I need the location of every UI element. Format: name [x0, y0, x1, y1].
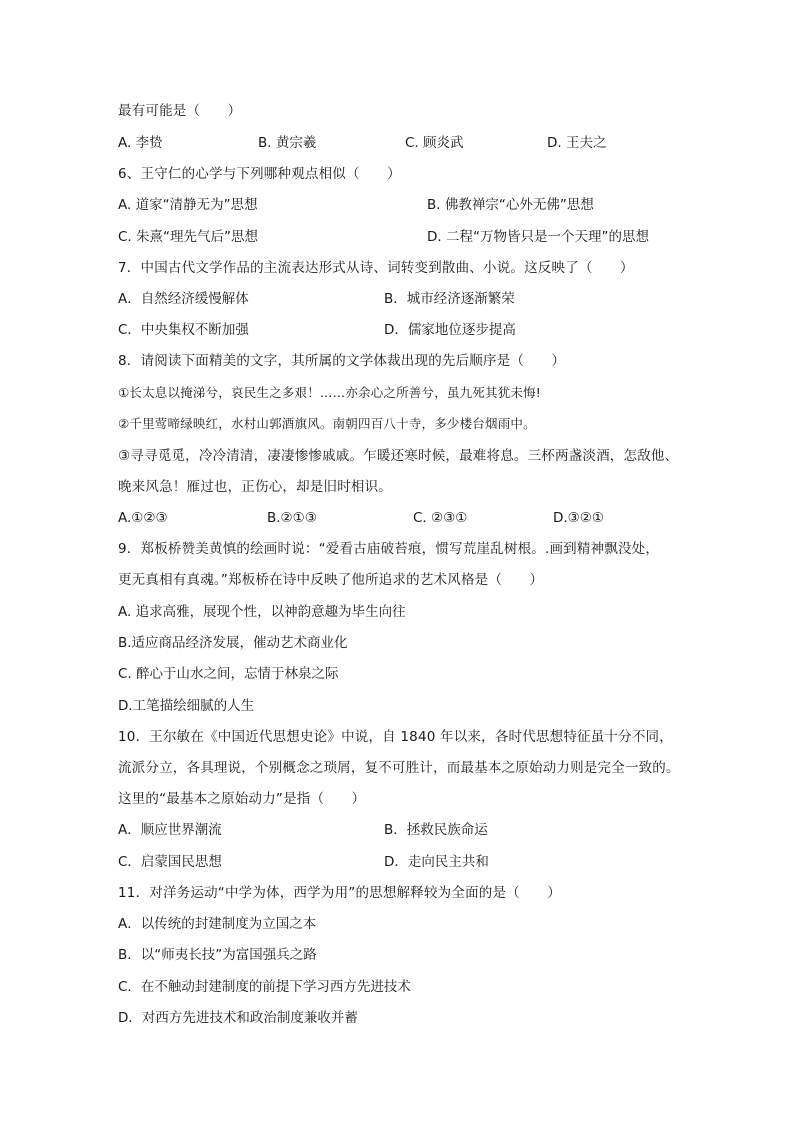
q6-option-c: C. 朱熹“理先气后”思想: [118, 229, 258, 245]
q8-option-c: C. ②③①: [413, 510, 468, 526]
q9-option-a: A. 追求高雅，展现个性，以神韵意趣为毕生向往: [118, 604, 406, 620]
q11-stem: 11．对洋务运动“中学为体，西学为用”的思想解释较为全面的是（ ）: [118, 885, 561, 901]
q11-option-b: B．以“师夷长技”为富国强兵之路: [118, 947, 317, 963]
q7-stem: 7．中国古代文学作品的主流表达形式从诗、词转变到散曲、小说。这反映了（ ）: [118, 260, 634, 276]
q7-option-a: A．自然经济缓慢解体: [118, 291, 249, 307]
q10-option-c: C．启蒙国民思想: [118, 854, 222, 870]
q7-option-c: C．中央集权不断加强: [118, 322, 249, 338]
q5-stem-tail: 最有可能是（ ）: [118, 103, 242, 119]
q8-stem: 8．请阅读下面精美的文字，其所属的文学体裁出现的先后顺序是（ ）: [118, 353, 566, 369]
q10-stem-line-1: 10．王尔敏在《中国近代思想史论》中说，自 1840 年以来，各时代思想特征虽十分不同，: [118, 729, 673, 745]
q8-option-a: A.①②③: [118, 510, 168, 526]
q7-option-b: B．城市经济逐渐繁荣: [384, 291, 515, 307]
q10-option-a: A．顺应世界潮流: [118, 822, 222, 838]
q8-passage-3: ③寻寻觅觅，冷冷清清，凄凄惨惨戚戚。乍暖还寒时候，最难将息。三杯两盏淡酒，怎敌他、: [118, 448, 679, 464]
q5-option-b: B. 黄宗羲: [258, 135, 317, 151]
q10-option-b: B．拯救民族命运: [384, 822, 488, 838]
q8-option-b: B.②①③: [267, 510, 317, 526]
q6-option-b: B. 佛教禅宗“心外无佛”思想: [427, 197, 594, 213]
q10-stem-line-3: 这里的“最基本之原始动力”是指（ ）: [118, 791, 366, 807]
q8-passage-3-cont: 晚来风急！雁过也，正伤心，却是旧时相识。: [118, 479, 392, 495]
q8-passage-2: ②千里莺啼绿映红，水村山郭酒旗风。南朝四百八十寺，多少楼台烟雨中。: [118, 416, 536, 431]
q8-option-d: D.③②①: [553, 510, 604, 526]
q9-option-b: B.适应商品经济发展，催动艺术商业化: [118, 635, 348, 651]
q9-stem-line-2: 更无真相有真魂。”郑板桥在诗中反映了他所追求的艺术风格是（ ）: [118, 572, 544, 588]
q5-option-c: C. 顾炎武: [405, 135, 464, 151]
q5-option-d: D. 王夫之: [547, 135, 607, 151]
q10-stem-line-2: 流派分立，各具理说，个别概念之琐屑，复不可胜计，而最基本之原始动力则是完全一致的。: [118, 760, 680, 776]
q6-stem: 6、王守仁的心学与下列哪种观点相似（ ）: [118, 166, 401, 182]
q7-option-d: D．儒家地位逐步提高: [384, 322, 516, 338]
q11-option-c: C．在不触动封建制度的前提下学习西方先进技术: [118, 979, 411, 995]
q8-passage-1: ①长太息以掩涕兮，哀民生之多艰！……亦余心之所善兮，虽九死其犹未悔!: [118, 385, 542, 400]
q6-option-a: A. 道家“清静无为”思想: [118, 197, 258, 213]
q10-option-d: D．走向民主共和: [384, 854, 489, 870]
q11-option-d: D．对西方先进技术和政治制度兼收并蓄: [118, 1010, 358, 1026]
q9-stem-line-1: 9．郑板桥赞美黄慎的绘画时说：“爱看古庙破苔痕，惯写荒崖乱树根。.画到精神飘没处，: [118, 541, 660, 557]
q6-option-d: D. 二程“万物皆只是一个天理”的思想: [427, 229, 649, 245]
q11-option-a: A．以传统的封建制度为立国之本: [118, 916, 317, 932]
q9-option-c: C. 醉心于山水之间，忘情于林泉之际: [118, 666, 339, 682]
q5-option-a: A. 李贽: [118, 135, 163, 151]
q9-option-d: D.工笔描绘细腻的人生: [118, 698, 255, 714]
